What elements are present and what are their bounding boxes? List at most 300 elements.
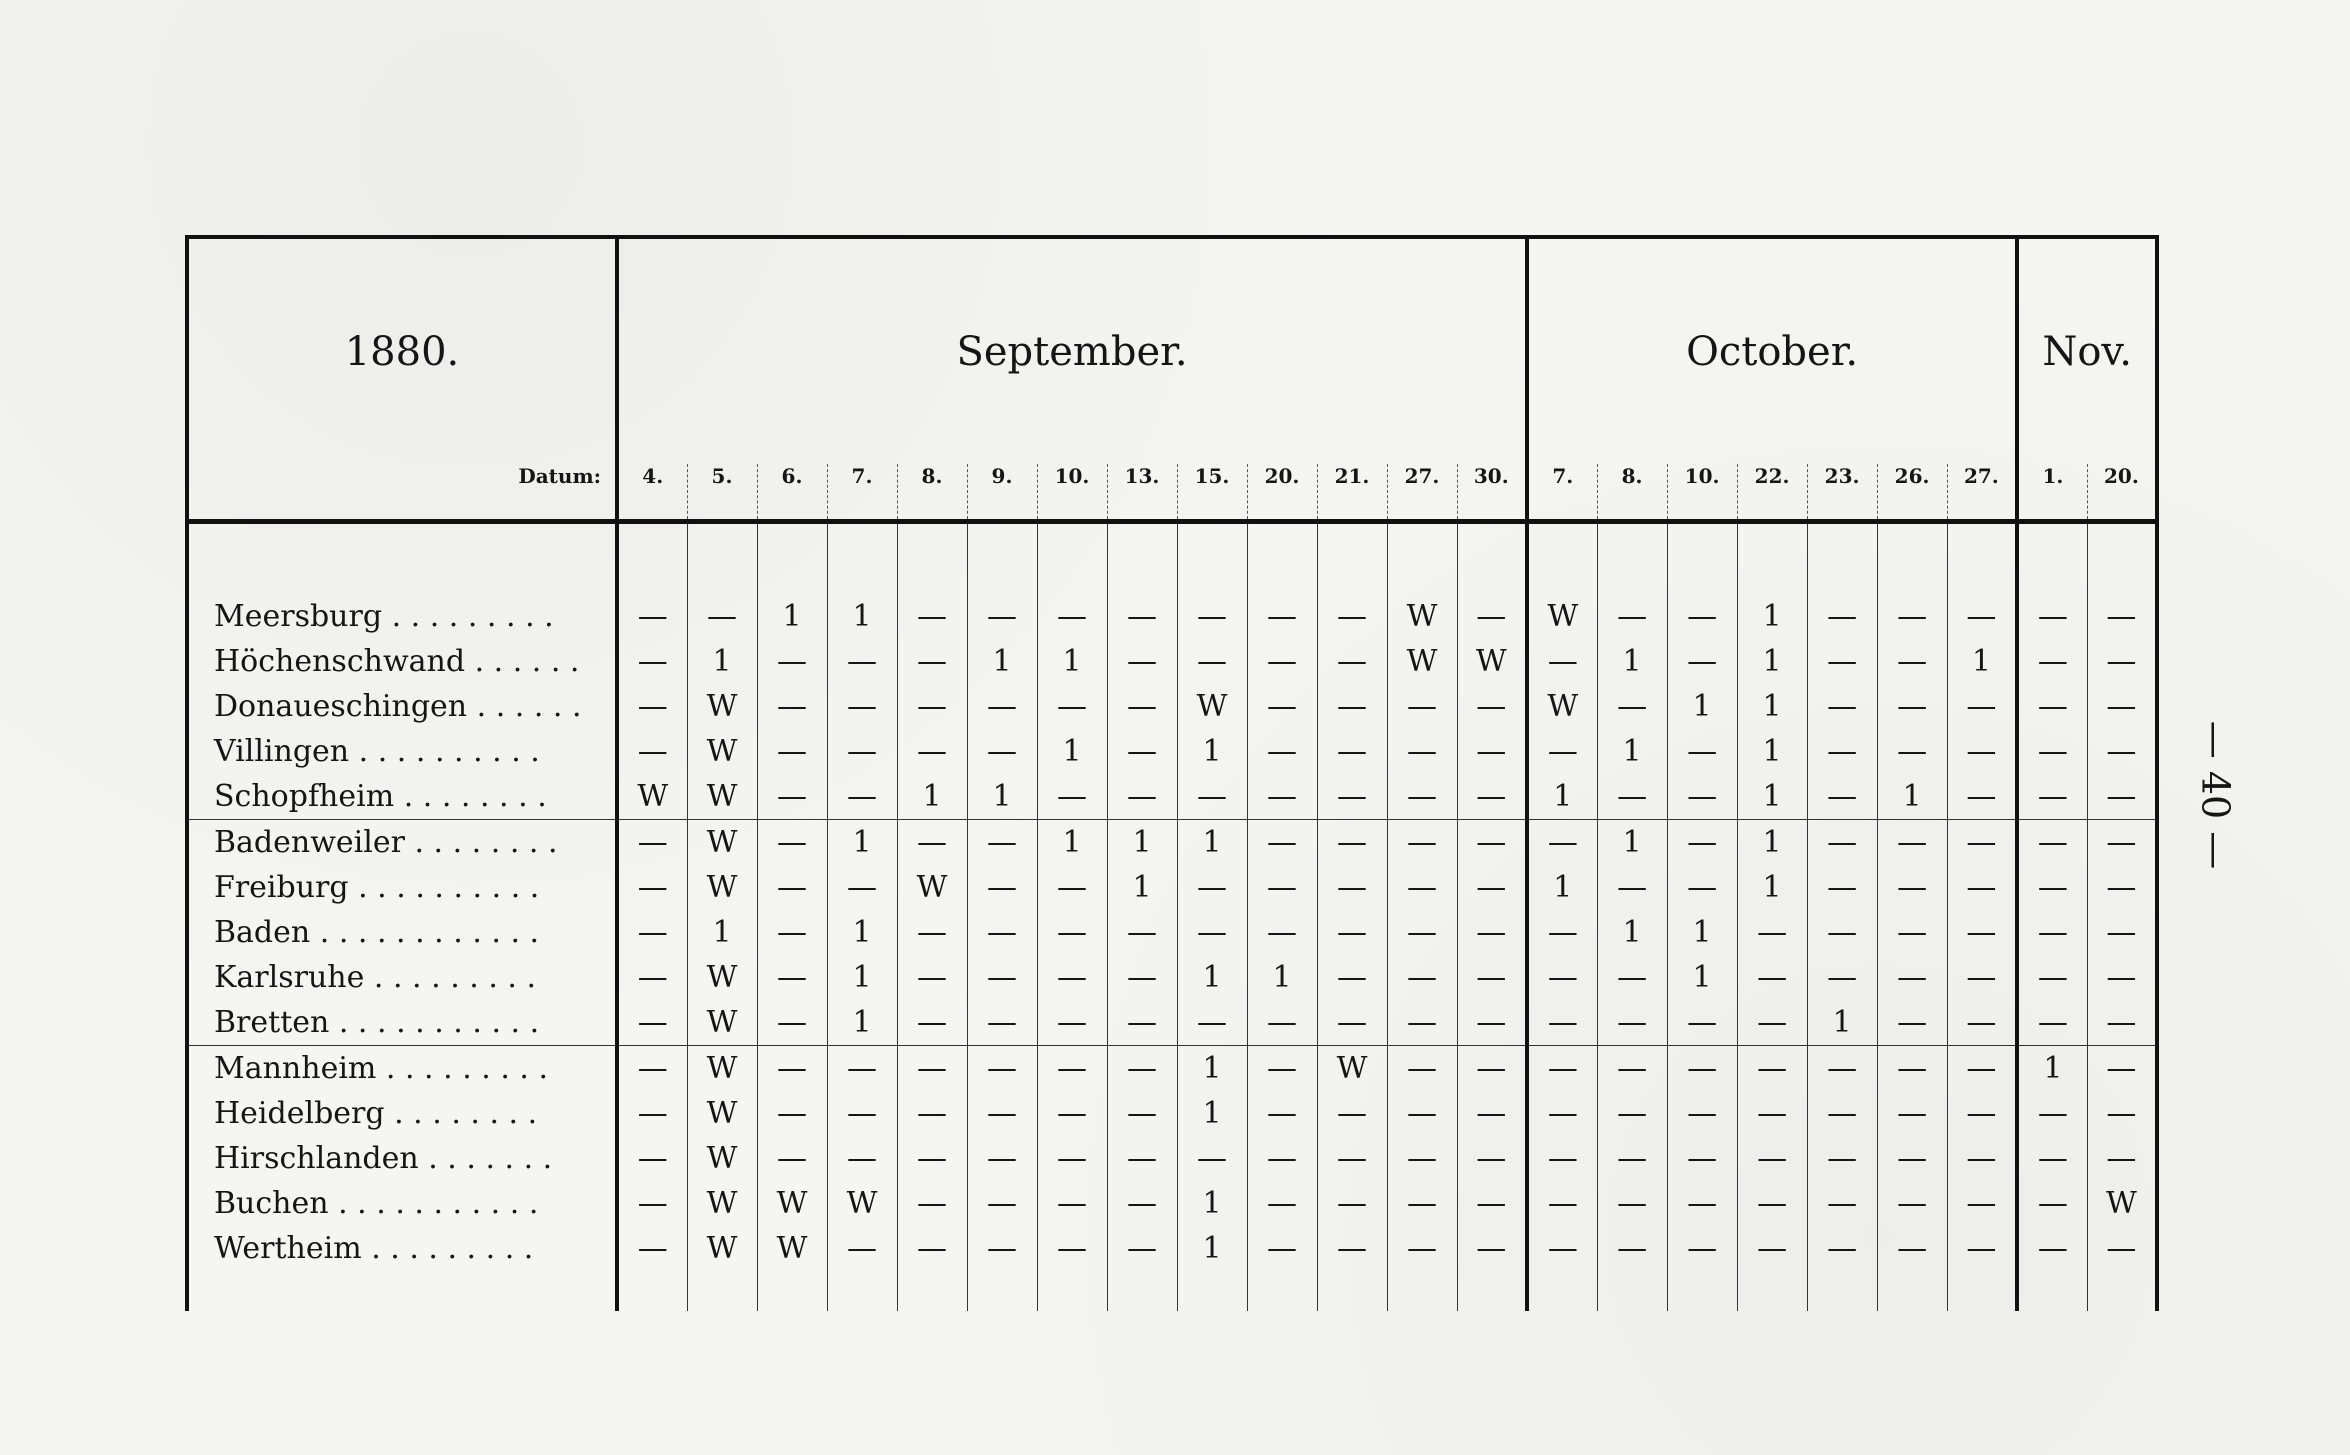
observation-cell: 1: [1737, 684, 1807, 729]
observation-cell: —: [1877, 820, 1947, 866]
observation-cell: —: [1527, 1000, 1597, 1046]
observation-cell: —: [1457, 774, 1527, 820]
day-header: 27.: [1947, 464, 2017, 522]
observation-cell: —: [1947, 729, 2017, 774]
weather-table-container: [185, 235, 2150, 1335]
table-row: [187, 1000, 2157, 1046]
observation-cell: —: [1457, 865, 1527, 910]
table-row: [187, 1226, 2157, 1271]
observation-cell: —: [967, 1046, 1037, 1092]
observation-cell: —: [1667, 1046, 1737, 1092]
station-name: Donaueschingen . . . . . .: [187, 684, 617, 729]
observation-cell: 1: [1807, 1000, 1877, 1046]
observation-cell: —: [1947, 955, 2017, 1000]
observation-cell: —: [1107, 1046, 1177, 1092]
observation-cell: 1: [687, 910, 757, 955]
spacer-cell: [1527, 1271, 1597, 1311]
observation-cell: 1: [967, 774, 1037, 820]
table-row: [187, 684, 2157, 729]
observation-cell: —: [1107, 1091, 1177, 1136]
station-name: Mannheim . . . . . . . . .: [187, 1046, 617, 1092]
observation-cell: —: [1107, 684, 1177, 729]
observation-cell: —: [1317, 1181, 1387, 1226]
observation-cell: —: [897, 1226, 967, 1271]
observation-cell: —: [1247, 1226, 1317, 1271]
spacer-cell: [1737, 522, 1807, 595]
observation-cell: —: [1037, 594, 1107, 639]
observation-cell: —: [1317, 820, 1387, 866]
observation-cell: W: [687, 955, 757, 1000]
observation-cell: —: [1527, 1091, 1597, 1136]
observation-cell: —: [2017, 820, 2087, 866]
observation-cell: —: [1317, 955, 1387, 1000]
observation-cell: —: [1037, 774, 1107, 820]
observation-cell: 1: [1037, 639, 1107, 684]
observation-cell: —: [1947, 1181, 2017, 1226]
spacer-cell: [1597, 522, 1667, 595]
observation-cell: 1: [1667, 910, 1737, 955]
spacer-row: [187, 522, 2157, 595]
observation-cell: —: [757, 774, 827, 820]
observation-cell: —: [1597, 1136, 1667, 1181]
observation-cell: —: [1667, 865, 1737, 910]
observation-cell: —: [2017, 1226, 2087, 1271]
observation-cell: —: [1247, 684, 1317, 729]
spacer-cell: [827, 1271, 897, 1311]
day-header: 27.: [1387, 464, 1457, 522]
observation-cell: —: [1387, 910, 1457, 955]
observation-cell: W: [687, 820, 757, 866]
observation-cell: —: [1807, 774, 1877, 820]
spacer-cell: [617, 522, 687, 595]
spacer-cell: [897, 522, 967, 595]
observation-cell: 1: [1737, 865, 1807, 910]
observation-cell: 1: [1597, 820, 1667, 866]
observation-cell: —: [1387, 684, 1457, 729]
station-name: Baden . . . . . . . . . . . .: [187, 910, 617, 955]
table-row: [187, 639, 2157, 684]
observation-cell: W: [827, 1181, 897, 1226]
observation-cell: —: [1597, 594, 1667, 639]
spacer-cell: [1667, 1271, 1737, 1311]
observation-cell: —: [617, 684, 687, 729]
observation-cell: —: [617, 1046, 687, 1092]
observation-cell: —: [1527, 639, 1597, 684]
spacer-cell: [1597, 1271, 1667, 1311]
observation-cell: —: [757, 955, 827, 1000]
station-name: Meersburg . . . . . . . . .: [187, 594, 617, 639]
observation-cell: —: [827, 639, 897, 684]
observation-cell: —: [1597, 1226, 1667, 1271]
observation-cell: —: [1457, 1000, 1527, 1046]
observation-cell: —: [1037, 1226, 1107, 1271]
day-header: 8.: [897, 464, 967, 522]
observation-cell: W: [687, 1136, 757, 1181]
observation-cell: —: [827, 774, 897, 820]
observation-cell: —: [1807, 729, 1877, 774]
observation-cell: —: [2087, 774, 2157, 820]
observation-cell: —: [897, 910, 967, 955]
month-header-row: [187, 237, 2157, 464]
observation-cell: 1: [1177, 1091, 1247, 1136]
observation-cell: 1: [1177, 1181, 1247, 1226]
observation-cell: —: [617, 955, 687, 1000]
observation-cell: —: [2087, 1091, 2157, 1136]
day-header: 1.: [2017, 464, 2087, 522]
observation-cell: —: [1947, 594, 2017, 639]
station-name: Freiburg . . . . . . . . . .: [187, 865, 617, 910]
observation-cell: —: [2017, 1136, 2087, 1181]
observation-cell: —: [1527, 820, 1597, 866]
observation-cell: —: [1107, 729, 1177, 774]
observation-cell: —: [967, 820, 1037, 866]
month-header-november: Nov.: [2017, 237, 2157, 464]
day-header: 7.: [827, 464, 897, 522]
observation-cell: —: [1317, 774, 1387, 820]
observation-cell: W: [897, 865, 967, 910]
observation-cell: —: [1247, 639, 1317, 684]
observation-cell: —: [1317, 684, 1387, 729]
observation-cell: —: [1877, 1046, 1947, 1092]
observation-cell: —: [1107, 910, 1177, 955]
observation-cell: —: [617, 910, 687, 955]
observation-cell: W: [1527, 594, 1597, 639]
spacer-cell: [2087, 522, 2157, 595]
spacer-cell: [1877, 522, 1947, 595]
observation-cell: —: [2017, 684, 2087, 729]
observation-cell: —: [757, 1046, 827, 1092]
observation-cell: —: [1527, 1181, 1597, 1226]
observation-cell: —: [1387, 1226, 1457, 1271]
day-header: 15.: [1177, 464, 1247, 522]
weather-observation-table: [185, 235, 2159, 1311]
observation-cell: —: [827, 1136, 897, 1181]
observation-cell: —: [1597, 1091, 1667, 1136]
observation-cell: —: [1877, 684, 1947, 729]
observation-cell: W: [687, 1181, 757, 1226]
observation-cell: —: [2087, 910, 2157, 955]
station-name: Karlsruhe . . . . . . . . .: [187, 955, 617, 1000]
observation-cell: —: [1877, 1136, 1947, 1181]
observation-cell: —: [1807, 1226, 1877, 1271]
observation-cell: —: [1107, 955, 1177, 1000]
observation-cell: —: [1947, 820, 2017, 866]
observation-cell: —: [1317, 1000, 1387, 1046]
observation-cell: —: [1667, 594, 1737, 639]
observation-cell: 1: [1037, 729, 1107, 774]
observation-cell: —: [1247, 729, 1317, 774]
observation-cell: —: [1947, 684, 2017, 729]
observation-cell: —: [827, 1226, 897, 1271]
observation-cell: —: [967, 955, 1037, 1000]
observation-cell: —: [757, 910, 827, 955]
station-name: Bretten . . . . . . . . . . .: [187, 1000, 617, 1046]
observation-cell: W: [1527, 684, 1597, 729]
table-row: [187, 1181, 2157, 1226]
observation-cell: —: [1597, 1000, 1667, 1046]
day-header: 26.: [1877, 464, 1947, 522]
observation-cell: —: [2087, 955, 2157, 1000]
observation-cell: —: [1317, 729, 1387, 774]
observation-cell: 1: [1597, 910, 1667, 955]
spacer-cell: [1737, 1271, 1807, 1311]
observation-cell: —: [967, 865, 1037, 910]
observation-cell: —: [2017, 774, 2087, 820]
spacer-cell: [1877, 1271, 1947, 1311]
spacer-cell: [1037, 522, 1107, 595]
observation-cell: W: [687, 684, 757, 729]
observation-cell: —: [1807, 865, 1877, 910]
observation-cell: —: [1177, 639, 1247, 684]
month-header-september: September.: [617, 237, 1527, 464]
observation-cell: —: [1387, 1046, 1457, 1092]
observation-cell: —: [1737, 1181, 1807, 1226]
table-row: [187, 729, 2157, 774]
datum-label: Datum:: [187, 464, 617, 522]
observation-cell: —: [2087, 820, 2157, 866]
observation-cell: —: [1387, 1136, 1457, 1181]
page-number-text: — 40 —: [2193, 720, 2238, 870]
day-header: 5.: [687, 464, 757, 522]
observation-cell: 1: [1177, 820, 1247, 866]
observation-cell: —: [1737, 955, 1807, 1000]
day-header: 30.: [1457, 464, 1527, 522]
spacer-cell: [1527, 522, 1597, 595]
day-header: 4.: [617, 464, 687, 522]
observation-cell: —: [1737, 1046, 1807, 1092]
observation-cell: —: [1317, 594, 1387, 639]
spacer-cell: [687, 1271, 757, 1311]
observation-cell: W: [687, 774, 757, 820]
observation-cell: W: [617, 774, 687, 820]
observation-cell: —: [1317, 1226, 1387, 1271]
observation-cell: 1: [1107, 865, 1177, 910]
observation-cell: —: [617, 729, 687, 774]
observation-cell: 1: [827, 1000, 897, 1046]
observation-cell: —: [827, 729, 897, 774]
observation-cell: 1: [1737, 729, 1807, 774]
observation-cell: —: [1457, 1046, 1527, 1092]
observation-cell: —: [1667, 1226, 1737, 1271]
observation-cell: —: [1947, 865, 2017, 910]
spacer-cell: [1807, 1271, 1877, 1311]
observation-cell: 1: [1737, 774, 1807, 820]
observation-cell: 1: [757, 594, 827, 639]
observation-cell: 1: [1037, 820, 1107, 866]
observation-cell: —: [617, 865, 687, 910]
spacer-cell: [2017, 1271, 2087, 1311]
observation-cell: 1: [1597, 729, 1667, 774]
day-header: 10.: [1667, 464, 1737, 522]
observation-cell: 1: [1177, 1046, 1247, 1092]
observation-cell: —: [1037, 1136, 1107, 1181]
observation-cell: —: [967, 684, 1037, 729]
observation-cell: W: [687, 1091, 757, 1136]
observation-cell: —: [1107, 774, 1177, 820]
observation-cell: —: [2087, 1136, 2157, 1181]
spacer-cell: [1107, 1271, 1177, 1311]
observation-cell: W: [687, 1226, 757, 1271]
observation-cell: —: [1457, 594, 1527, 639]
observation-cell: —: [617, 820, 687, 866]
page-number: [2185, 680, 2245, 910]
observation-cell: —: [1597, 684, 1667, 729]
observation-cell: —: [1177, 865, 1247, 910]
observation-cell: —: [1877, 639, 1947, 684]
spacer-cell: [757, 1271, 827, 1311]
spacer-cell: [1247, 522, 1317, 595]
observation-cell: —: [827, 865, 897, 910]
observation-cell: —: [1527, 910, 1597, 955]
observation-cell: —: [1177, 1136, 1247, 1181]
observation-cell: —: [967, 910, 1037, 955]
observation-cell: —: [1807, 1046, 1877, 1092]
observation-cell: —: [1387, 1000, 1457, 1046]
observation-cell: —: [1107, 1136, 1177, 1181]
observation-cell: —: [1877, 1000, 1947, 1046]
table-row: [187, 594, 2157, 639]
observation-cell: 1: [897, 774, 967, 820]
observation-cell: —: [2087, 1226, 2157, 1271]
observation-cell: —: [1457, 955, 1527, 1000]
observation-cell: 1: [1737, 639, 1807, 684]
observation-cell: —: [827, 1046, 897, 1092]
station-name: Höchenschwand . . . . . .: [187, 639, 617, 684]
observation-cell: —: [1807, 1181, 1877, 1226]
observation-cell: —: [2017, 729, 2087, 774]
observation-cell: —: [1667, 639, 1737, 684]
observation-cell: —: [1737, 910, 1807, 955]
spacer-cell: [1387, 522, 1457, 595]
observation-cell: W: [687, 729, 757, 774]
observation-cell: —: [2087, 1046, 2157, 1092]
observation-cell: —: [1737, 1136, 1807, 1181]
observation-cell: —: [897, 1000, 967, 1046]
observation-cell: —: [1667, 774, 1737, 820]
observation-cell: 1: [687, 639, 757, 684]
observation-cell: —: [757, 820, 827, 866]
day-header: 20.: [1247, 464, 1317, 522]
observation-cell: —: [1457, 729, 1527, 774]
observation-cell: —: [1527, 1046, 1597, 1092]
table-row: [187, 1046, 2157, 1092]
observation-cell: —: [1107, 1226, 1177, 1271]
observation-cell: —: [1877, 955, 1947, 1000]
observation-cell: —: [1387, 774, 1457, 820]
observation-cell: —: [757, 729, 827, 774]
observation-cell: —: [2087, 594, 2157, 639]
observation-cell: 1: [2017, 1046, 2087, 1092]
observation-cell: —: [617, 1181, 687, 1226]
observation-cell: —: [757, 865, 827, 910]
observation-cell: —: [1177, 774, 1247, 820]
year-header: 1880.: [187, 237, 617, 464]
observation-cell: —: [1597, 955, 1667, 1000]
table-row: [187, 955, 2157, 1000]
observation-cell: —: [1877, 910, 1947, 955]
observation-cell: —: [687, 594, 757, 639]
observation-cell: —: [967, 1226, 1037, 1271]
observation-cell: —: [967, 1181, 1037, 1226]
spacer-cell: [1037, 1271, 1107, 1311]
observation-cell: 1: [1737, 594, 1807, 639]
observation-cell: 1: [1177, 955, 1247, 1000]
observation-cell: 1: [827, 955, 897, 1000]
observation-cell: —: [897, 729, 967, 774]
spacer-cell: [1247, 1271, 1317, 1311]
observation-cell: —: [827, 684, 897, 729]
observation-cell: —: [1667, 1091, 1737, 1136]
observation-cell: —: [1457, 1226, 1527, 1271]
observation-cell: —: [757, 1136, 827, 1181]
spacer-cell: [2017, 522, 2087, 595]
spacer-cell: [827, 522, 897, 595]
spacer-cell: [617, 1271, 687, 1311]
observation-cell: —: [1107, 1000, 1177, 1046]
spacer-cell: [1947, 1271, 2017, 1311]
observation-cell: —: [1947, 910, 2017, 955]
observation-cell: —: [1667, 1000, 1737, 1046]
observation-cell: —: [1317, 1091, 1387, 1136]
observation-cell: —: [2017, 639, 2087, 684]
observation-cell: —: [1177, 1000, 1247, 1046]
observation-cell: —: [617, 1000, 687, 1046]
observation-cell: —: [1877, 1226, 1947, 1271]
observation-cell: —: [1527, 1136, 1597, 1181]
observation-cell: —: [1247, 1000, 1317, 1046]
observation-cell: —: [757, 1000, 827, 1046]
observation-cell: —: [967, 1091, 1037, 1136]
observation-cell: —: [1947, 1046, 2017, 1092]
observation-cell: —: [1947, 774, 2017, 820]
table-row: [187, 1091, 2157, 1136]
observation-cell: —: [617, 1091, 687, 1136]
observation-cell: —: [897, 1046, 967, 1092]
observation-cell: —: [897, 1136, 967, 1181]
observation-cell: 1: [1527, 865, 1597, 910]
table-row: [187, 910, 2157, 955]
observation-cell: —: [897, 639, 967, 684]
observation-cell: —: [1317, 639, 1387, 684]
observation-cell: W: [2087, 1181, 2157, 1226]
observation-cell: —: [1807, 820, 1877, 866]
spacer-cell: [187, 522, 617, 595]
observation-cell: —: [617, 1136, 687, 1181]
spacer-cell: [1947, 522, 2017, 595]
observation-cell: —: [1807, 910, 1877, 955]
observation-cell: W: [1387, 639, 1457, 684]
observation-cell: —: [1387, 1181, 1457, 1226]
observation-cell: 1: [1947, 639, 2017, 684]
spacer-cell: [1667, 522, 1737, 595]
day-header: 7.: [1527, 464, 1597, 522]
spacer-cell: [687, 522, 757, 595]
spacer-cell: [967, 1271, 1037, 1311]
observation-cell: —: [1247, 865, 1317, 910]
spacer-cell: [967, 522, 1037, 595]
observation-cell: 1: [827, 594, 897, 639]
observation-cell: —: [1317, 910, 1387, 955]
observation-cell: —: [897, 684, 967, 729]
observation-cell: 1: [1667, 955, 1737, 1000]
observation-cell: —: [827, 1091, 897, 1136]
station-name: Buchen . . . . . . . . . . .: [187, 1181, 617, 1226]
table-row: [187, 774, 2157, 820]
observation-cell: —: [1247, 594, 1317, 639]
observation-cell: —: [1807, 1091, 1877, 1136]
observation-cell: —: [1177, 594, 1247, 639]
observation-cell: —: [1947, 1136, 2017, 1181]
